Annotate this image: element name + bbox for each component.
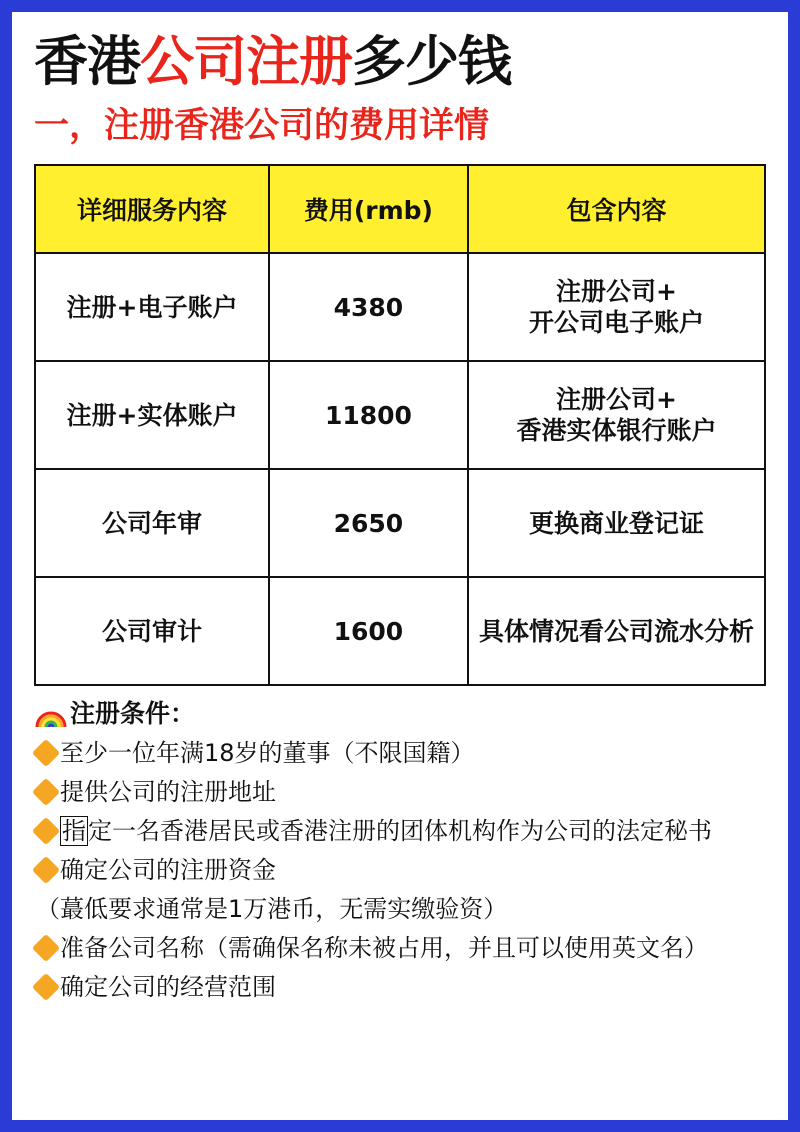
- cell-service: 注册+实体账户: [35, 361, 269, 469]
- cell-fee: 2650: [269, 469, 468, 577]
- table-row: [35, 469, 765, 577]
- cell-fee: 11800: [269, 361, 468, 469]
- conditions-heading-text: 注册条件：: [70, 699, 196, 729]
- list-item-label: [60, 814, 766, 848]
- title-part-1: 香港: [34, 30, 140, 93]
- poster-card: [12, 12, 788, 1120]
- diamond-bullet-icon: [32, 739, 60, 767]
- title-part-3: 多少钱: [352, 30, 511, 93]
- fee-table: [34, 164, 766, 686]
- cell-includes: 具体情况看公司流水分析: [468, 577, 765, 685]
- cell-includes-line1: 注册公司+: [555, 277, 677, 307]
- column-header-service: 详细服务内容: [35, 165, 269, 253]
- diamond-bullet-icon: [32, 934, 60, 962]
- cell-includes: [468, 361, 765, 469]
- table-header-row: [35, 165, 765, 253]
- section-subtitle: 一，注册香港公司的费用详情: [34, 106, 490, 147]
- cell-fee: 4380: [269, 253, 468, 361]
- diamond-bullet-icon: [32, 973, 60, 1001]
- conditions-heading: [34, 698, 766, 731]
- table-row: [35, 577, 765, 685]
- list-item-label: 确定公司的经营范围: [60, 973, 276, 1002]
- cell-includes: 更换商业登记证: [468, 469, 765, 577]
- table-row: [35, 253, 765, 361]
- list-item: [34, 853, 766, 887]
- column-header-includes: 包含内容: [468, 165, 765, 253]
- title-part-2: 公司注册: [140, 30, 352, 93]
- list-item: [34, 814, 766, 848]
- fee-table-head: [35, 165, 765, 253]
- list-item: [34, 931, 766, 965]
- boxed-character: 指: [62, 816, 86, 845]
- note-line: （蕞低要求通常是1万港币，无需实缴验资）: [36, 894, 508, 923]
- diamond-bullet-icon: [32, 817, 60, 845]
- cell-service: 公司年审: [35, 469, 269, 577]
- list-item-label-rest: 定一名香港居民或香港注册的团体机构作为公司的法定秘书: [88, 816, 712, 845]
- list-item-label: 确定公司的注册资金: [60, 855, 276, 884]
- cell-service: 公司审计: [35, 577, 269, 685]
- list-item-label: 准备公司名称（需确保名称未被占用，并且可以使用英文名）: [60, 934, 708, 963]
- cell-includes-line2: 开公司电子账户: [528, 308, 704, 338]
- column-header-fee: 费用(rmb): [269, 165, 468, 253]
- list-item: [34, 775, 766, 809]
- list-item: [34, 736, 766, 770]
- cell-fee: 1600: [269, 577, 468, 685]
- list-item-label: 提供公司的注册地址: [60, 777, 276, 806]
- conditions-section: [34, 698, 766, 1004]
- cell-includes: [468, 253, 765, 361]
- list-item: [34, 970, 766, 1004]
- cell-includes-line1: 注册公司+: [555, 385, 677, 415]
- cell-includes-line2: 香港实体银行账户: [516, 416, 717, 446]
- table-row: [35, 361, 765, 469]
- list-item-label: 至少一位年满18岁的董事（不限国籍）: [60, 738, 475, 767]
- diamond-bullet-icon: [32, 856, 60, 884]
- page-title: [34, 30, 766, 93]
- rainbow-icon: [34, 704, 68, 724]
- fee-table-body: [35, 253, 765, 685]
- cell-service: 注册+电子账户: [35, 253, 269, 361]
- diamond-bullet-icon: [32, 778, 60, 806]
